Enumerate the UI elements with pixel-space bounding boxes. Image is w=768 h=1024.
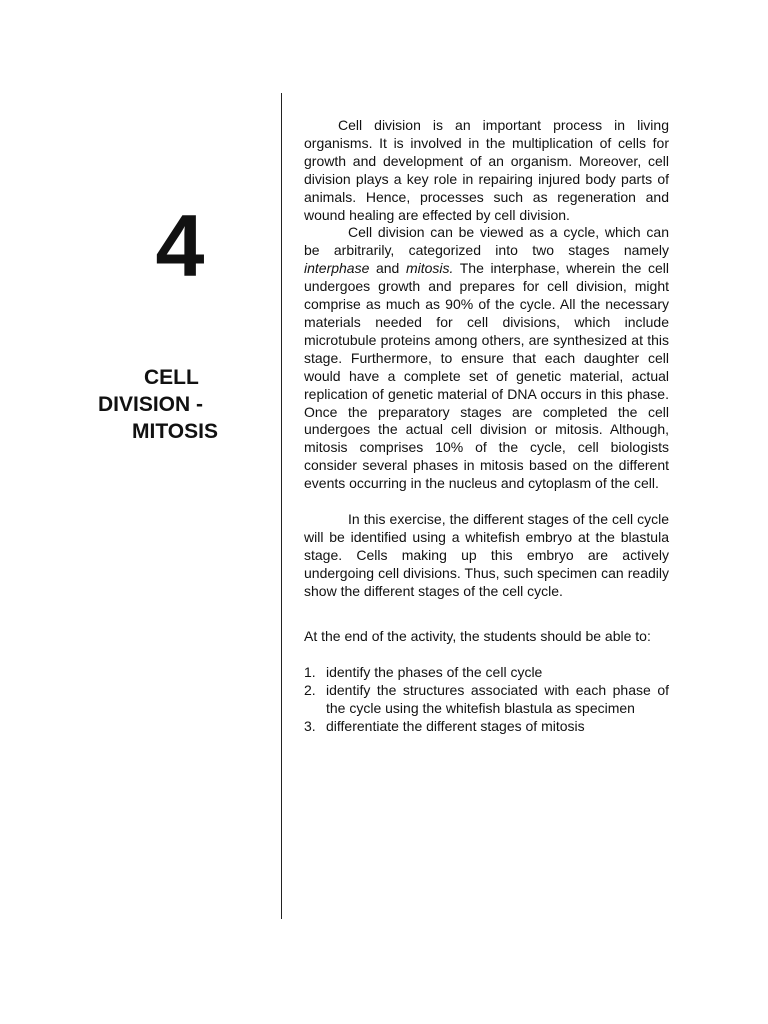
list-number: 3. [304, 718, 316, 735]
chapter-title-line: CELL [144, 366, 199, 389]
list-item [304, 718, 669, 736]
term-interphase: interphase [304, 260, 370, 277]
chapter-title-line: MITOSIS [132, 420, 218, 443]
list-text: identify the phases of the cell cycle [326, 664, 543, 681]
intro-paragraph: Cell division is an important process in living organisms. It is involved in the multiplication of cells for growth and development of an organism. Moreover, cell division plays a key role in repairing injured body parts of animals. Hence, processes such as regeneration and wound healing are effected by cell division. [304, 117, 669, 223]
list-number: 2. [304, 682, 316, 699]
chapter-number: 4 [155, 196, 205, 295]
list-text: identify the structures associated with each phase of the cycle using the whitefish blastula as specimen [326, 682, 669, 717]
paragraph-text: Cell division can be viewed as a cycle, which can be arbitrarily, categorized into two stages namely [304, 224, 669, 259]
list-number: 1. [304, 664, 316, 681]
exercise-paragraph: In this exercise, the different stages of the cell cycle will be identified using a whitefish embryo at the blastula stage. Cells making up this embryo are actively undergoing cell divisions. Thus, such specimen can readily show the different stages of the cell cycle. [304, 510, 669, 599]
body-text [304, 117, 669, 736]
chapter-title-line: DIVISION - [98, 393, 204, 416]
chapter-title [88, 364, 238, 445]
objectives-lead: At the end of the activity, the students should be able to: [304, 628, 651, 645]
vertical-divider [281, 93, 282, 919]
list-text: differentiate the different stages of mitosis [326, 718, 585, 735]
cell-cycle-paragraph [304, 224, 669, 493]
list-item [304, 664, 669, 682]
objectives-list [304, 664, 669, 736]
list-item [304, 682, 669, 718]
paragraph-text: The interphase, wherein the cell undergoes growth and prepares for cell division, might comprise as much as 90% of the cycle. All the necessary materials needed for cell divisions, which include microtubule proteins among others, are synthesized at this stage. Furthermore, to ensure that each daughter cell would have a complete set of genetic material, actual replication of genetic material of DNA occurs in this phase. Once the preparatory stages are completed the cell undergoes the actual cell division or mitosis. Although, mitosis comprises 10% of the cycle, cell biologists consider several phases in mitosis based on the different events occurring in the nucleus and cytoplasm of the cell. [304, 260, 669, 492]
paragraph-text: and [369, 260, 406, 277]
term-mitosis: mitosis. [405, 260, 454, 277]
